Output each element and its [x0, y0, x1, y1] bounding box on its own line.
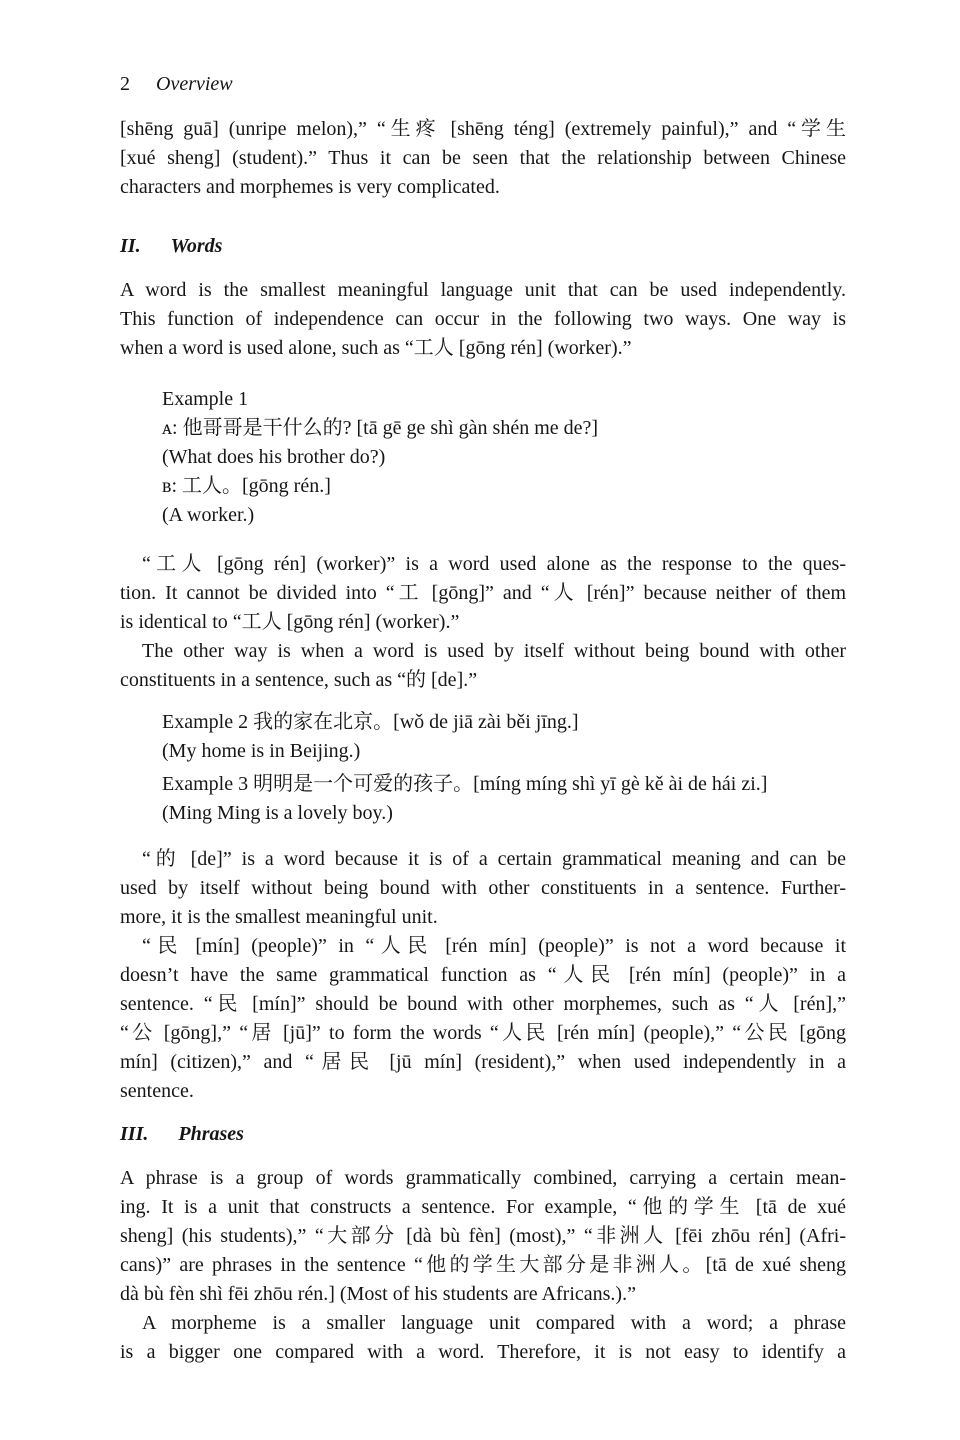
page-number: 2	[120, 73, 130, 95]
text-line: “工人 [gōng rén] (worker)” is a word used alone as the response to the ques-	[142, 553, 846, 575]
paragraph-morpheme-compare	[120, 1309, 846, 1367]
text-line: This function of independence can occur in the following two ways. One way is	[120, 308, 846, 330]
paragraph-worker	[120, 550, 846, 637]
example-2-block	[162, 708, 846, 766]
text-line: tion. It cannot be divided into “工 [gōng]” and “人 [rén]” because neither of them	[120, 582, 846, 604]
text-line: ing. It is a unit that constructs a sentence. For example, “他的学生 [tā de xué	[120, 1196, 846, 1218]
text-line: [xué sheng] (student).” Thus it can be seen that the relationship between Chinese	[120, 147, 846, 169]
paragraph-phrases-intro	[120, 1164, 846, 1309]
text-line: sentence. “民 [mín]” should be bound with other morphemes, such as “人 [rén],”	[120, 993, 846, 1015]
text-line: A morpheme is a smaller language unit compared with a word; a phrase	[142, 1312, 846, 1334]
text-line: sentence.	[120, 1080, 194, 1102]
paragraph-min-people	[120, 932, 846, 1106]
page-header	[120, 70, 846, 99]
text-line: dà bù fèn shì fēi zhōu rén.] (Most of his students are Africans.).”	[120, 1283, 636, 1305]
text-line: is identical to “工人 [gōng rén] (worker).”	[120, 611, 460, 633]
text-line: “民 [mín] (people)” in “人民 [rén mín] (people)” is not a word because it	[142, 935, 846, 957]
page-content	[120, 70, 846, 1367]
text-line: when a word is used alone, such as “工人 [gōng rén] (worker).”	[120, 337, 632, 359]
text-line: ʙ: 工人。[gōng rén.]	[162, 475, 331, 497]
example-3-block	[162, 770, 846, 828]
text-line: “公 [gōng],” “居 [jū]” to form the words “人民 [rén mín] (people),” “公民 [gōng	[120, 1022, 846, 1044]
text-line: characters and morphemes is very complicated.	[120, 176, 500, 198]
paragraph-other-way	[120, 637, 846, 695]
paragraph-de-word	[120, 845, 846, 932]
text-line: more, it is the smallest meaningful unit.	[120, 906, 438, 928]
section-title: Words	[170, 235, 223, 257]
section-heading-words	[120, 232, 846, 261]
text-line: A word is the smallest meaningful language unit that can be used independently.	[120, 279, 846, 301]
section-title: Phrases	[178, 1123, 244, 1145]
example-1-block	[162, 385, 846, 530]
text-line: cans)” are phrases in the sentence “他的学生大部分是非洲人。[tā de xué sheng	[120, 1254, 846, 1276]
section-heading-phrases	[120, 1120, 846, 1149]
text-line: Example 3 明明是一个可爱的孩子。[míng míng shì yī gè kě ài de hái zi.]	[162, 773, 768, 795]
text-line: is a bigger one compared with a word. Therefore, it is not easy to identify a	[120, 1341, 846, 1363]
section-number: II.	[120, 235, 141, 257]
text-line: Example 1	[162, 388, 249, 410]
text-line: (A worker.)	[162, 504, 255, 526]
text-line: A phrase is a group of words grammatically combined, carrying a certain mean-	[120, 1167, 846, 1189]
section-number: III.	[120, 1123, 149, 1145]
text-line: used by itself without being bound with other constituents in a sentence. Further-	[120, 877, 846, 899]
text-line: constituents in a sentence, such as “的 [de].”	[120, 669, 478, 691]
text-line: doesn’t have the same grammatical function as “人民 [rén mín] (people)” in a	[120, 964, 846, 986]
text-line: (What does his brother do?)	[162, 446, 386, 468]
text-line: The other way is when a word is used by itself without being bound with other	[142, 640, 846, 662]
text-line: Example 2 我的家在北京。[wǒ de jiā zài běi jīng.]	[162, 711, 579, 733]
text-line: sheng] (his students),” “大部分 [dà bù fèn] (most),” “非洲人 [fēi zhōu rén] (Afri-	[120, 1225, 846, 1247]
paragraph-words-intro	[120, 276, 846, 363]
text-line: “的 [de]” is a word because it is of a certain grammatical meaning and can be	[142, 848, 846, 870]
text-line: (Ming Ming is a lovely boy.)	[162, 802, 393, 824]
paragraph-continuation	[120, 115, 846, 202]
text-line: ᴀ: 他哥哥是干什么的? [tā gē ge shì gàn shén me de?]	[162, 417, 599, 439]
text-line: (My home is in Beijing.)	[162, 740, 361, 762]
text-line: [shēng guā] (unripe melon),” “生疼 [shēng téng] (extremely painful),” and “学生	[120, 118, 846, 140]
running-title: Overview	[156, 73, 233, 95]
text-line: mín] (citizen),” and “居民 [jū mín] (resident),” when used independently in a	[120, 1051, 846, 1073]
